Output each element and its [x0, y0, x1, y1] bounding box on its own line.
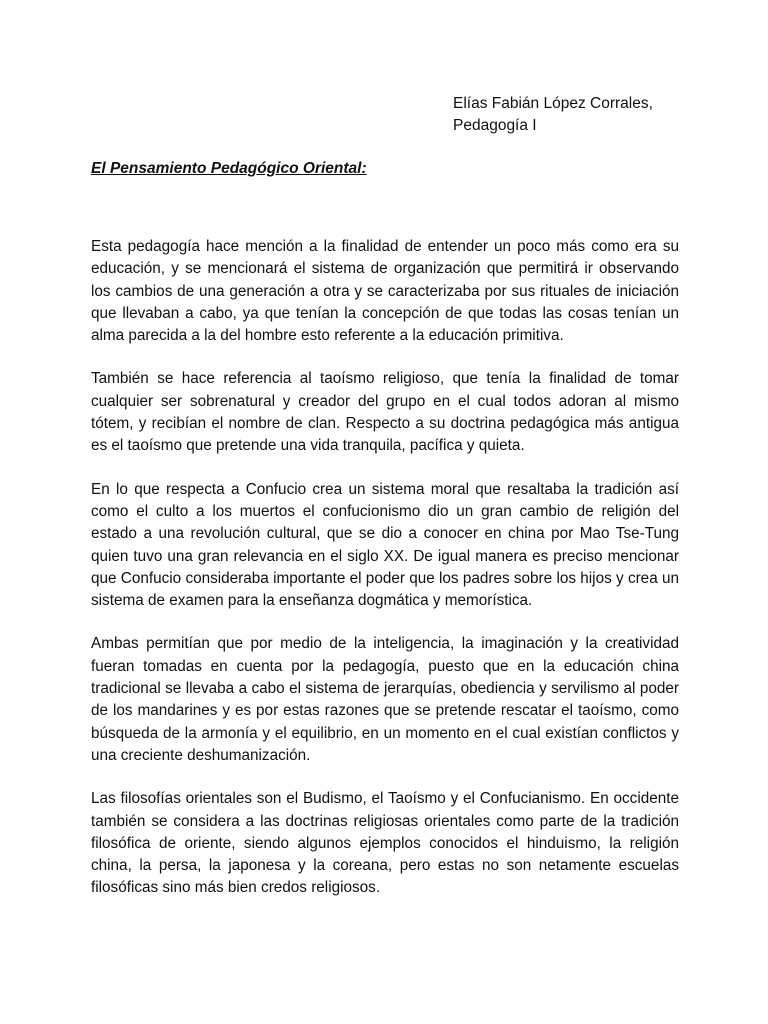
paragraph: En lo que respecta a Confucio crea un sistema moral que resaltaba la tradición así como el culto a los muertos el confucionismo dio un gran cambio de religión del estado a una revolución cultural, que se dio a conocer en china por Mao Tse-Tung quien tuvo una gran relevancia en el siglo XX. De igual manera es preciso mencionar que Confucio consideraba importante el poder que los padres sobre los hijos y crea un sistema de examen para la enseñanza dogmática y memorística. — [91, 480, 679, 610]
paragraph: También se hace referencia al taoísmo religioso, que tenía la finalidad de tomar cualquier ser sobrenatural y creador del grupo en el cual todos adoran al mismo tótem, y recibían el nombre de clan. Respecto a su doctrina pedagógica más antigua es el taoísmo que pretende una vida tranquila, pacífica y quieta. — [91, 370, 679, 455]
course-name: Pedagogía I — [453, 117, 537, 134]
author-block — [453, 93, 653, 137]
author-name: Elías Fabián López Corrales, — [453, 95, 653, 112]
paragraph: Ambas permitían que por medio de la inteligencia, la imaginación y la creatividad fueran tomadas en cuenta por la pedagogía, puesto que en la educación china tradicional se llevaba a cabo el sistema de jerarquías, obediencia y servilismo al poder de los mandarines y es por estas razones que se pretende rescatar el taoísmo, como búsqueda de la armonía y el equilibrio, en un momento en el cual existían conflictos y una creciente deshumanización. — [91, 635, 679, 764]
paragraph: Esta pedagogía hace mención a la finalidad de entender un poco más como era su educación, y se mencionará el sistema de organización que permitirá ir observando los cambios de una generación a otra y se caracterizaba por sus rituales de iniciación que llevaban a cabo, ya que tenían la concepción de que todas las cosas tenían un alma parecida a la del hombre esto referente a la educación primitiva. — [91, 238, 679, 345]
document-title: El Pensamiento Pedagógico Oriental: — [91, 160, 367, 177]
document-body — [91, 236, 679, 921]
paragraph: Las filosofías orientales son el Budismo, el Taoísmo y el Confucianismo. En occidente también se considera a las doctrinas religiosas orientales como parte de la tradición filosófica de oriente, siendo algunos ejemplos conocidos el hinduismo, la religión china, la persa, la japonesa y la coreana, pero estas no son netamente escuelas filosóficas sino más bien credos religiosos. — [91, 790, 679, 897]
